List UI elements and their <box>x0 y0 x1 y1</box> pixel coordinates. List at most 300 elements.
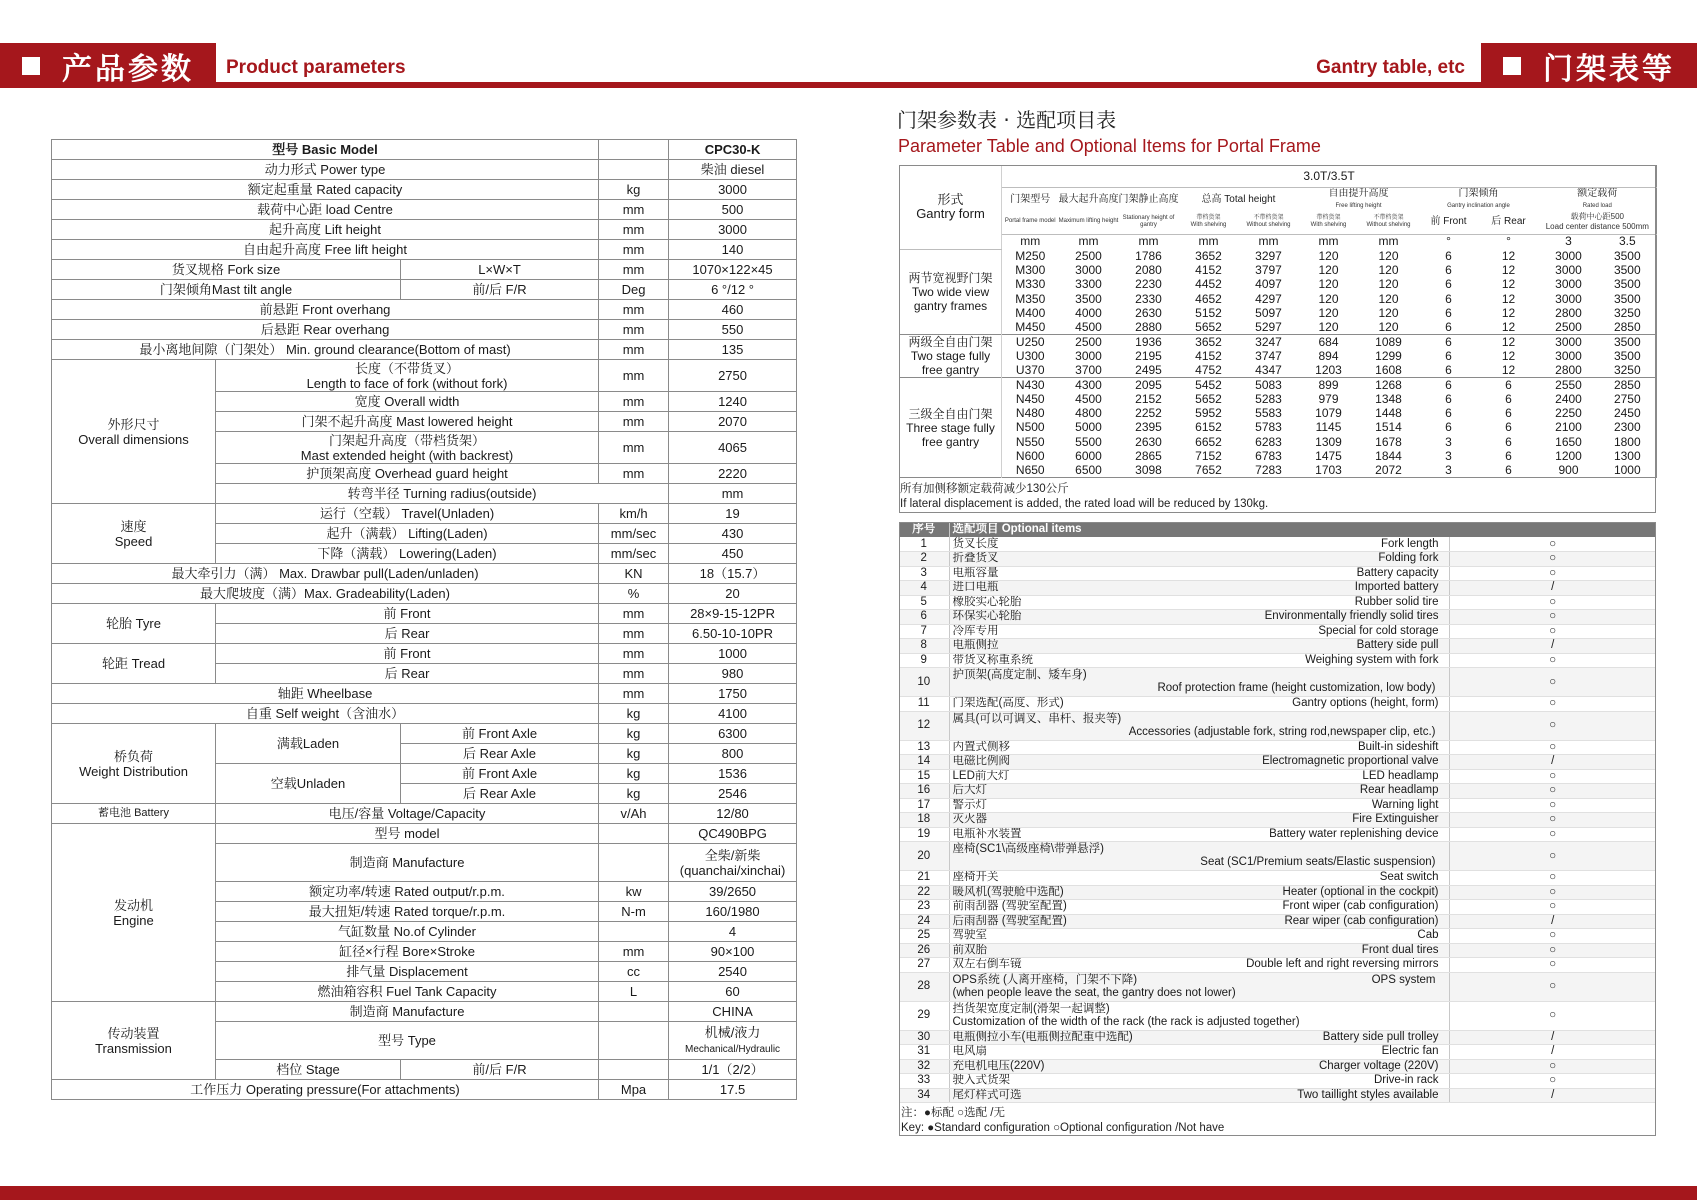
unit-cell: mm <box>599 200 669 220</box>
row-label: 前 Front Axle <box>401 724 599 744</box>
header-left-subtitle: Product parameters <box>226 57 406 78</box>
item-availability: ○ <box>1449 1074 1656 1089</box>
table-row <box>52 160 797 180</box>
gantry-cell: 6 <box>1445 249 1452 263</box>
row-label: 后悬距 Rear overhang <box>52 320 599 340</box>
table-row <box>52 824 797 844</box>
gantry-cell: 2300 <box>1613 420 1641 435</box>
gantry-cell: 3300 <box>1075 277 1102 292</box>
item-number: 19 <box>899 827 949 842</box>
group-label-transmission <box>52 1002 216 1080</box>
gantry-cell: 1300 <box>1613 449 1641 463</box>
row-label: 额定功率/转速 Rated output/r.p.m. <box>216 882 599 902</box>
gantry-cell: 6 <box>1445 406 1452 421</box>
gantry-cell: N450 <box>1015 392 1045 406</box>
unit-cell: kw <box>599 882 669 902</box>
gantry-cell: 1448 <box>1375 406 1402 421</box>
unit-cell: kg <box>599 764 669 784</box>
gantry-cell: 5652 <box>1195 320 1222 334</box>
row-label-cn: 长度（不带货叉） <box>355 360 460 376</box>
gantry-cell: 2880 <box>1135 320 1162 334</box>
item-cn: 前双胎 <box>949 943 1199 958</box>
gantry-cell: 1514 <box>1375 420 1402 435</box>
list-item <box>899 697 1656 712</box>
row-label: 排气量 Displacement <box>216 962 599 982</box>
item-cn: 带货叉称重系统 <box>949 653 1199 668</box>
value-cell: 800 <box>669 744 797 764</box>
table-row <box>52 240 797 260</box>
item-cn: LED前大灯 <box>949 769 1199 784</box>
gantry-cell: 3652 <box>1179 335 1239 349</box>
item-number: 28 <box>899 972 949 1001</box>
unit-cell <box>599 160 669 180</box>
gantry-title-en: Parameter Table and Optional Items for Portal Frame <box>898 136 1321 156</box>
header-right-subtitle: Gantry table, etc <box>1316 57 1465 78</box>
group-label-cn: 蓄电池 <box>98 807 132 819</box>
item-en: Accessories (adjustable fork, string rod,newspaper clip, etc.) <box>1128 725 1436 738</box>
row-label: 缸径×行程 Bore×Stroke <box>216 942 599 962</box>
gantry-cell: 6152 <box>1195 420 1222 435</box>
gantry-cell: 6 <box>1445 392 1452 406</box>
item-cn: 警示灯 <box>949 798 1199 813</box>
gantry-cell: 3500 <box>1613 277 1641 292</box>
item-availability: ○ <box>1449 900 1656 915</box>
unit-cell: mm <box>599 624 669 644</box>
row-label: 档位 Stage <box>216 1060 401 1080</box>
gantry-cell: N430 <box>1002 378 1059 392</box>
item-en: Rear wiper (cab configuration) <box>1199 914 1449 929</box>
item-en: Two taillight styles available <box>1199 1088 1449 1103</box>
item-availability: ○ <box>1449 958 1656 973</box>
gantry-cell: 4097 <box>1255 277 1282 292</box>
group-label-en: Overall dimensions <box>78 431 189 447</box>
list-item <box>899 711 1656 740</box>
item-availability: ○ <box>1449 972 1656 1001</box>
col-header-item: 选配项目 Optional items <box>949 522 1656 537</box>
gantry-cell: 3 <box>1445 434 1452 449</box>
model-header: 门架型号 <box>1010 193 1051 205</box>
header-right-title: 门架表等 <box>1543 51 1675 87</box>
item-en: Seat (SC1/Premium seats/Elastic suspension) <box>1200 856 1436 868</box>
item-number: 16 <box>899 784 949 799</box>
item-availability: ○ <box>1449 885 1656 900</box>
item-cn: 驾驶室 <box>949 929 1199 944</box>
item-availability: / <box>1449 914 1656 929</box>
gantry-cell: 2850 <box>1613 320 1641 334</box>
gantry-cell: 4652 <box>1195 291 1222 306</box>
item-availability: ○ <box>1449 1001 1656 1030</box>
item-en: Electromagnetic proportional valve <box>1199 755 1449 770</box>
value-cell: 2546 <box>669 784 797 804</box>
item-number: 29 <box>899 1001 949 1030</box>
gantry-cell: 1309 <box>1315 434 1342 449</box>
value-cell <box>669 1022 797 1060</box>
gantry-cell: 2500 <box>1075 249 1102 263</box>
item-en: Warning light <box>1199 798 1449 813</box>
table-row <box>900 210 1657 234</box>
item-number: 11 <box>899 697 949 712</box>
group-cn: 三级全自由门架 <box>908 406 993 421</box>
item-number: 1 <box>899 537 949 552</box>
item-cn: 后雨刮器 (驾驶室配置) <box>949 914 1199 929</box>
gantry-cell: 4297 <box>1255 291 1282 306</box>
group-cn: 两节宽视野门架 <box>908 270 993 285</box>
gantry-cell: 979 <box>1318 392 1339 406</box>
row-label: 型号 model <box>216 824 599 844</box>
gantry-cell: 3747 <box>1255 349 1282 363</box>
item-number: 33 <box>899 1074 949 1089</box>
gantry-cell: 4752 <box>1195 363 1222 377</box>
item-en: Weighing system with fork <box>1199 653 1449 668</box>
gantry-cell: 6 <box>1445 263 1452 277</box>
gantry-cell: 6000 <box>1075 449 1102 463</box>
item-availability: / <box>1449 639 1656 654</box>
gantry-cell: 12 <box>1501 249 1516 263</box>
item-cn: OPS系统 (人离开座椅，门架不下降) <box>952 973 1138 986</box>
with-shelving-cn: 带档货架 <box>1316 214 1341 221</box>
row-label: 型号 Type <box>216 1022 599 1060</box>
gantry-table <box>899 165 1657 478</box>
unit-cell: kg <box>599 704 669 724</box>
item-number: 25 <box>899 929 949 944</box>
gantry-cell: 1703 <box>1315 463 1342 477</box>
table-row <box>900 449 1657 463</box>
item-en: Environmentally friendly solid tires <box>1199 610 1449 625</box>
unit-cell: kg <box>599 724 669 744</box>
item-number: 27 <box>899 958 949 973</box>
col-header-no: 序号 <box>899 522 949 537</box>
gantry-cell: 3500 <box>1613 349 1641 363</box>
unit-header: mm <box>1378 234 1399 249</box>
list-item <box>899 740 1656 755</box>
gantry-cell: 2095 <box>1119 378 1179 392</box>
gantry-note <box>900 482 1268 512</box>
gantry-cell: 6 <box>1445 420 1452 435</box>
table-row <box>900 406 1657 420</box>
list-item <box>899 581 1656 596</box>
group-label-en: Speed <box>114 533 153 549</box>
gantry-cell: 2865 <box>1135 449 1162 463</box>
gantry-cell: 6 <box>1445 277 1452 292</box>
value-cell: 4065 <box>669 432 797 464</box>
table-row <box>900 188 1657 211</box>
unit-cell: % <box>599 584 669 604</box>
gantry-form-header <box>900 166 1002 250</box>
gantry-cell: 1650 <box>1555 434 1582 449</box>
gantry-cell: 3500 <box>1613 291 1641 306</box>
spec-table <box>51 139 797 1100</box>
item-number: 18 <box>899 813 949 828</box>
row-label: 门架倾角Mast tilt angle <box>52 280 401 300</box>
with-shelving-cn: 带档货架 <box>1196 214 1221 221</box>
header-right-badge <box>1481 43 1697 88</box>
value-cell: 160/1980 <box>669 902 797 922</box>
front-header: 前 Front <box>1419 210 1479 234</box>
item-availability: ○ <box>1449 668 1656 697</box>
unit-header: mm <box>1078 234 1099 249</box>
gantry-note-en: If lateral displacement is added, the rated load will be reduced by 130kg. <box>900 498 1269 510</box>
value-cell: 柴油 diesel <box>669 160 797 180</box>
table-row <box>900 320 1657 334</box>
group-cn: 两级全自由门架 <box>908 335 993 350</box>
row-label: 轴距 Wheelbase <box>52 684 599 704</box>
gantry-cell: 6 <box>1445 349 1452 363</box>
list-item <box>899 639 1656 654</box>
gantry-cell: 1089 <box>1359 335 1419 349</box>
value-cell: 17.5 <box>669 1080 797 1100</box>
center-distance-cn: 载荷中心距500 <box>1570 211 1624 221</box>
gantry-cell: 5952 <box>1195 406 1222 421</box>
group-label-tyre: 轮胎 Tyre <box>52 604 216 644</box>
row-label: 额定起重量 Rated capacity <box>52 180 599 200</box>
free-lift-cn: 自由提升高度 <box>1328 188 1389 199</box>
table-row <box>900 363 1657 377</box>
item-number: 14 <box>899 755 949 770</box>
gantry-cell: 3000 <box>1075 263 1102 277</box>
row-label: 起升（满载） Lifting(Laden) <box>216 524 599 544</box>
item-cn: 充电机电压(220V) <box>949 1059 1199 1074</box>
item-cn: 电瓶补水装置 <box>949 827 1199 842</box>
item-cn: 进口电瓶 <box>949 581 1199 596</box>
gantry-cell: 2550 <box>1539 378 1599 392</box>
item-label <box>949 842 1449 871</box>
gantry-cell: 3000 <box>1555 263 1582 277</box>
value-cell: 2540 <box>669 962 797 982</box>
row-label: 制造商 Manufacture <box>216 1002 599 1022</box>
gantry-cell: 5083 <box>1239 378 1299 392</box>
gantry-cell: 3652 <box>1195 249 1222 263</box>
item-en: OPS system <box>1371 973 1436 986</box>
gantry-cell: 4347 <box>1255 363 1282 377</box>
gantry-cell: 1844 <box>1375 449 1402 463</box>
options-table <box>899 522 1656 1103</box>
table-row <box>52 140 797 160</box>
item-number: 13 <box>899 740 949 755</box>
gantry-cell: 4300 <box>1059 378 1119 392</box>
list-item <box>899 784 1656 799</box>
table-row <box>900 421 1657 435</box>
row-label: 动力形式 Power type <box>52 160 599 180</box>
row-label-cn: 门架起升高度（带档货架） <box>329 432 486 448</box>
row-label <box>216 360 599 392</box>
gantry-cell: 12 <box>1501 363 1516 377</box>
list-item <box>899 1059 1656 1074</box>
list-item <box>899 929 1656 944</box>
item-en: Folding fork <box>1199 552 1449 567</box>
gantry-cell: 4152 <box>1195 349 1222 363</box>
gantry-cell: 3000 <box>1539 335 1599 349</box>
item-cn: 电磁比例阀 <box>949 755 1199 770</box>
group-label-tread: 轮距 Tread <box>52 644 216 684</box>
value-cell: 12/80 <box>669 804 797 824</box>
item-availability: ○ <box>1449 929 1656 944</box>
row-label: 后 Rear <box>216 664 599 684</box>
item-availability: ○ <box>1449 595 1656 610</box>
unit-cell <box>599 1060 669 1080</box>
unit-cell <box>599 1002 669 1022</box>
list-item <box>899 769 1656 784</box>
table-row <box>52 280 797 300</box>
table-row <box>52 300 797 320</box>
gantry-cell: 1786 <box>1135 249 1162 263</box>
item-availability: ○ <box>1449 537 1656 552</box>
item-label <box>949 711 1449 740</box>
gantry-cell: 1079 <box>1315 406 1342 421</box>
group-label-cn: 发动机 <box>113 897 153 913</box>
with-shelving-en: With shelving <box>1190 221 1227 228</box>
item-number: 23 <box>899 900 949 915</box>
gantry-cell: 5783 <box>1255 420 1282 435</box>
gantry-cell: 12 <box>1501 349 1516 363</box>
row-label: 起升高度 Lift height <box>52 220 599 240</box>
gantry-cell: 120 <box>1318 277 1339 292</box>
item-number: 5 <box>899 595 949 610</box>
gantry-cell: 6500 <box>1075 463 1102 477</box>
unit-header: mm <box>1020 234 1041 249</box>
item-availability: / <box>1449 755 1656 770</box>
gantry-cell: 4500 <box>1075 392 1102 406</box>
list-item <box>899 914 1656 929</box>
gantry-cell: 6 <box>1505 406 1512 421</box>
list-item <box>899 552 1656 567</box>
unit-cell: cc <box>599 962 669 982</box>
table-row <box>900 392 1657 406</box>
gantry-cell: 899 <box>1299 378 1359 392</box>
unit-header: ° <box>1506 234 1511 249</box>
item-cn: 属具(可以可调叉、串杆、报夹等) <box>952 712 1122 725</box>
table-row <box>900 306 1657 320</box>
table-row <box>52 644 797 664</box>
gantry-cell: 12 <box>1501 306 1516 320</box>
list-item <box>899 1030 1656 1045</box>
gantry-cell: 1000 <box>1613 463 1641 477</box>
table-row <box>52 684 797 704</box>
row-label: 下降（满载） Lowering(Laden) <box>216 544 599 564</box>
item-number: 10 <box>899 668 949 697</box>
table-row <box>52 180 797 200</box>
item-cn: 座椅(SC1\高级座椅\带弹悬浮) <box>952 843 1104 855</box>
gantry-cell: 6 <box>1505 392 1512 406</box>
item-number: 7 <box>899 624 949 639</box>
gantry-cell: 2850 <box>1599 378 1657 392</box>
item-availability: ○ <box>1449 842 1656 871</box>
unit-header: mm <box>1138 234 1159 249</box>
item-number: 12 <box>899 711 949 740</box>
gantry-cell: 2195 <box>1135 349 1162 363</box>
unit-cell: mm/sec <box>599 524 669 544</box>
gantry-cell: 2252 <box>1135 406 1162 421</box>
item-number: 20 <box>899 842 949 871</box>
group-label-en: Engine <box>113 912 154 928</box>
gantry-cell: 6 <box>1419 335 1479 349</box>
value-cell: 2750 <box>669 360 797 392</box>
item-en: Battery capacity <box>1199 566 1449 581</box>
table-row <box>52 564 797 584</box>
unit-cell: km/h <box>599 504 669 524</box>
with-shelving-en: With shelving <box>1310 221 1347 228</box>
item-availability: / <box>1449 1088 1656 1103</box>
value-cell: 1000 <box>669 644 797 664</box>
units-row <box>900 234 1657 249</box>
table-row <box>52 1002 797 1022</box>
gantry-cell: 3000 <box>1555 349 1582 363</box>
item-en: Double left and right reversing mirrors <box>1199 958 1449 973</box>
gantry-cell: 6 <box>1505 463 1512 477</box>
value-en: Mechanical/Hydraulic <box>685 1043 781 1055</box>
table-row <box>52 704 797 724</box>
list-item <box>899 624 1656 639</box>
gantry-cell: 1145 <box>1315 420 1342 435</box>
gantry-cell: M300 <box>1015 263 1046 277</box>
item-en: Charger voltage (220V) <box>1199 1059 1449 1074</box>
gantry-cell: N550 <box>1015 434 1045 449</box>
gantry-cell: 3500 <box>1613 263 1641 277</box>
maxlift-header-en: Maximum lifting height <box>1059 210 1119 234</box>
table-row <box>900 263 1657 277</box>
gantry-cell: 3500 <box>1599 335 1657 349</box>
static-header: 门架静止高度 <box>1118 193 1179 205</box>
gantry-cell: 6 <box>1479 378 1539 392</box>
unit-cell: mm <box>599 604 669 624</box>
group-label-battery <box>52 804 216 824</box>
gantry-cell: N500 <box>1015 420 1045 435</box>
table-row <box>900 335 1657 349</box>
row-label: 后 Rear Axle <box>401 784 599 804</box>
unit-cell: mm <box>599 360 669 392</box>
group-label-cn: 速度 <box>120 518 147 534</box>
gantry-group-label <box>900 249 1002 335</box>
list-item <box>899 813 1656 828</box>
table-row <box>900 349 1657 363</box>
value-cell: 135 <box>669 340 797 360</box>
row-label: 自重 Self weight（含油水） <box>52 704 599 724</box>
gantry-cell: 7652 <box>1195 463 1222 477</box>
unit-cell: mm <box>599 412 669 432</box>
table-header <box>899 522 1656 537</box>
form-en: Gantry form <box>916 206 985 222</box>
without-shelving-header <box>1239 210 1299 234</box>
unit-cell: mm <box>599 684 669 704</box>
gantry-cell: U300 <box>1015 349 1045 363</box>
value-cell: 980 <box>669 664 797 684</box>
list-item <box>899 1088 1656 1103</box>
gantry-cell: 6652 <box>1195 434 1222 449</box>
unit-cell: Deg <box>599 280 669 300</box>
row-label <box>216 432 599 464</box>
item-en: Battery water replenishing device <box>1199 827 1449 842</box>
row-label: 门架不起升高度 Mast lowered height <box>216 412 599 432</box>
item-label <box>949 668 1449 697</box>
row-label: 气缸数量 No.of Cylinder <box>216 922 599 942</box>
footer-bar <box>0 1186 1697 1200</box>
table-row <box>900 166 1657 188</box>
value-cell: QC490BPG <box>669 824 797 844</box>
value-cell: 1750 <box>669 684 797 704</box>
value-cell: 6 °/12 ° <box>669 280 797 300</box>
item-availability: / <box>1449 1045 1656 1060</box>
gantry-cell: N480 <box>1015 406 1045 421</box>
item-availability: ○ <box>1449 871 1656 886</box>
unit-cell: v/Ah <box>599 804 669 824</box>
inclination-cn: 门架倾角 <box>1458 188 1499 199</box>
item-en: Fire Extinguisher <box>1199 813 1449 828</box>
item-cn: 后大灯 <box>949 784 1199 799</box>
item-cn: 门架选配(高度、形式) <box>949 697 1199 712</box>
gantry-cell: 2800 <box>1555 363 1582 377</box>
row-sublabel: 前/后 F/R <box>401 280 599 300</box>
item-cn: 电风扇 <box>949 1045 1199 1060</box>
item-cn: 驶入式货架 <box>949 1074 1199 1089</box>
